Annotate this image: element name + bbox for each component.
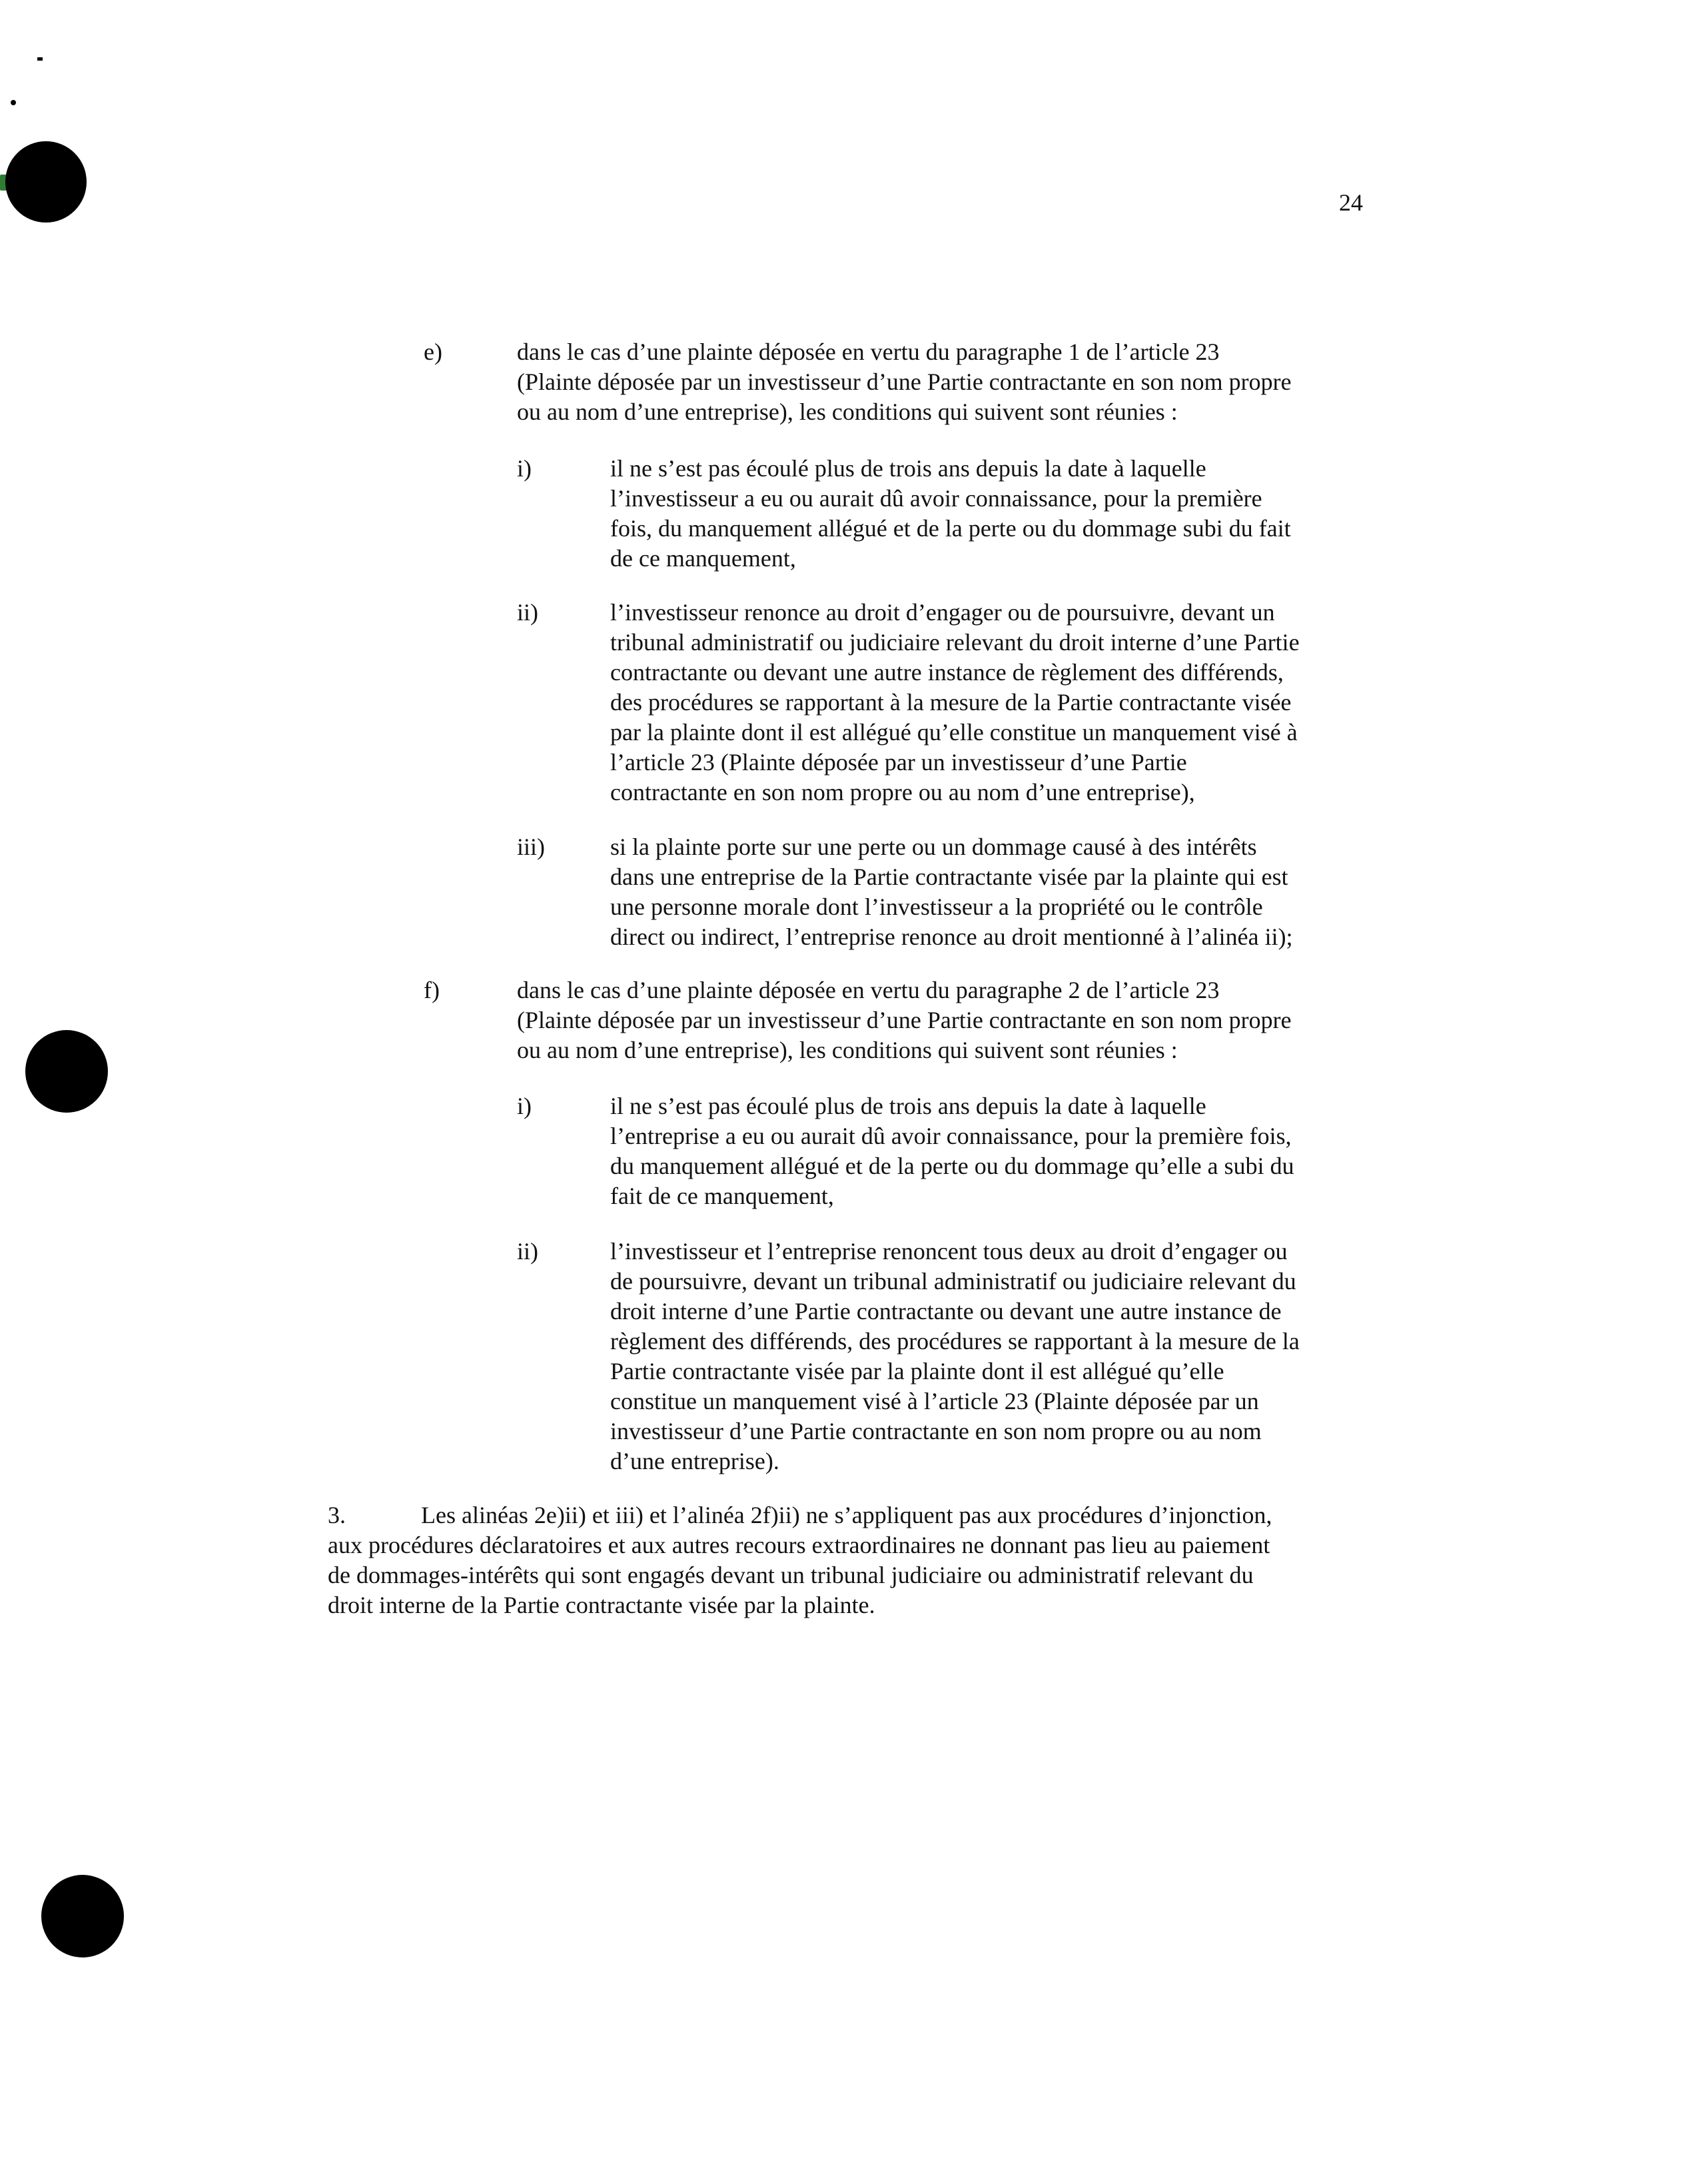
- item-text: dans le cas d’une plainte déposée en vertu du paragraphe 2 de l’article 23 (Plainte déposée par un investisseur d’une Partie contractante en son nom propre ou au nom d’une entreprise), les conditions qui suivent sont réunies :: [517, 977, 1292, 1063]
- sub-item-label: ii): [517, 599, 538, 626]
- sub-item-text: il ne s’est pas écoulé plus de trois ans depuis la date à laquelle l’entreprise a eu ou aurait dû avoir connaissance, pour la première fois, du manquement allégué et de la perte ou du dommage qu’elle a subi du fait de ce manquement,: [610, 1093, 1294, 1209]
- sub-item-label: iii): [517, 833, 545, 860]
- item-label: e): [424, 338, 442, 365]
- scan-speck: [11, 100, 16, 105]
- paragraph-text: Les alinéas 2e)ii) et iii) et l’alinéa 2f)ii) ne s’appliquent pas aux procédures d’injonction, aux procédures déclaratoires et aux autres recours extraordinaires ne donnant pas lieu au paiement de dommages-intérêts qui sont engagés devant un tribunal judiciaire ou administratif relevant du droit interne de la Partie contractante visée par la plainte.: [328, 1502, 1272, 1618]
- item-text: dans le cas d’une plainte déposée en vertu du paragraphe 1 de l’article 23 (Plainte déposée par un investisseur d’une Partie contractante en son nom propre ou au nom d’une entreprise), les conditions qui suivent sont réunies :: [517, 338, 1292, 425]
- sub-item-text: il ne s’est pas écoulé plus de trois ans depuis la date à laquelle l’investisseur a eu ou aurait dû avoir connaissance, pour la première fois, du manquement allégué et de la perte ou du dommage subi du fait de ce manquement,: [610, 455, 1291, 572]
- punch-hole: [41, 1875, 124, 1957]
- sub-item-label: i): [517, 455, 532, 482]
- sub-item-text: l’investisseur renonce au droit d’engager ou de poursuivre, devant un tribunal administratif ou judiciaire relevant du droit interne d’une Partie contractante ou devant une autre instance de règlement des différends, des procédures se rapportant à la mesure de la Partie contractante visée par la plainte dont il est allégué qu’elle constitue un manquement visé à l’article 23 (Plainte déposée par un investisseur d’une Partie contractante en son nom propre ou au nom d’une entreprise),: [610, 599, 1300, 806]
- sub-item-text: si la plainte porte sur une perte ou un dommage causé à des intérêts dans une entreprise de la Partie contractante visée par la plainte qui est une personne morale dont l’investisseur a la propriété ou le contrôle direct ou indirect, l’entreprise renonce au droit mentionné à l’alinéa ii);: [610, 833, 1293, 950]
- punch-hole: [25, 1030, 108, 1113]
- sub-item-label: ii): [517, 1238, 538, 1265]
- scan-speck: [37, 57, 43, 61]
- item-label: f): [424, 977, 440, 1003]
- punch-hole: [5, 141, 87, 223]
- page-number: 24: [1339, 189, 1363, 216]
- sub-item-label: i): [517, 1093, 532, 1119]
- sub-item-text: l’investisseur et l’entreprise renoncent tous deux au droit d’engager ou de poursuivre, devant un tribunal administratif ou judiciaire relevant du droit interne d’une Partie contractante ou devant une autre instance de règlement des différends, des procédures se rapportant à la mesure de la Partie contractante visée par la plainte dont il est allégué qu’elle constitue un manquement visé à l’article 23 (Plainte déposée par un investisseur d’une Partie contractante en son nom propre ou au nom d’une entreprise).: [610, 1238, 1300, 1474]
- paragraph-number: 3.: [328, 1502, 346, 1528]
